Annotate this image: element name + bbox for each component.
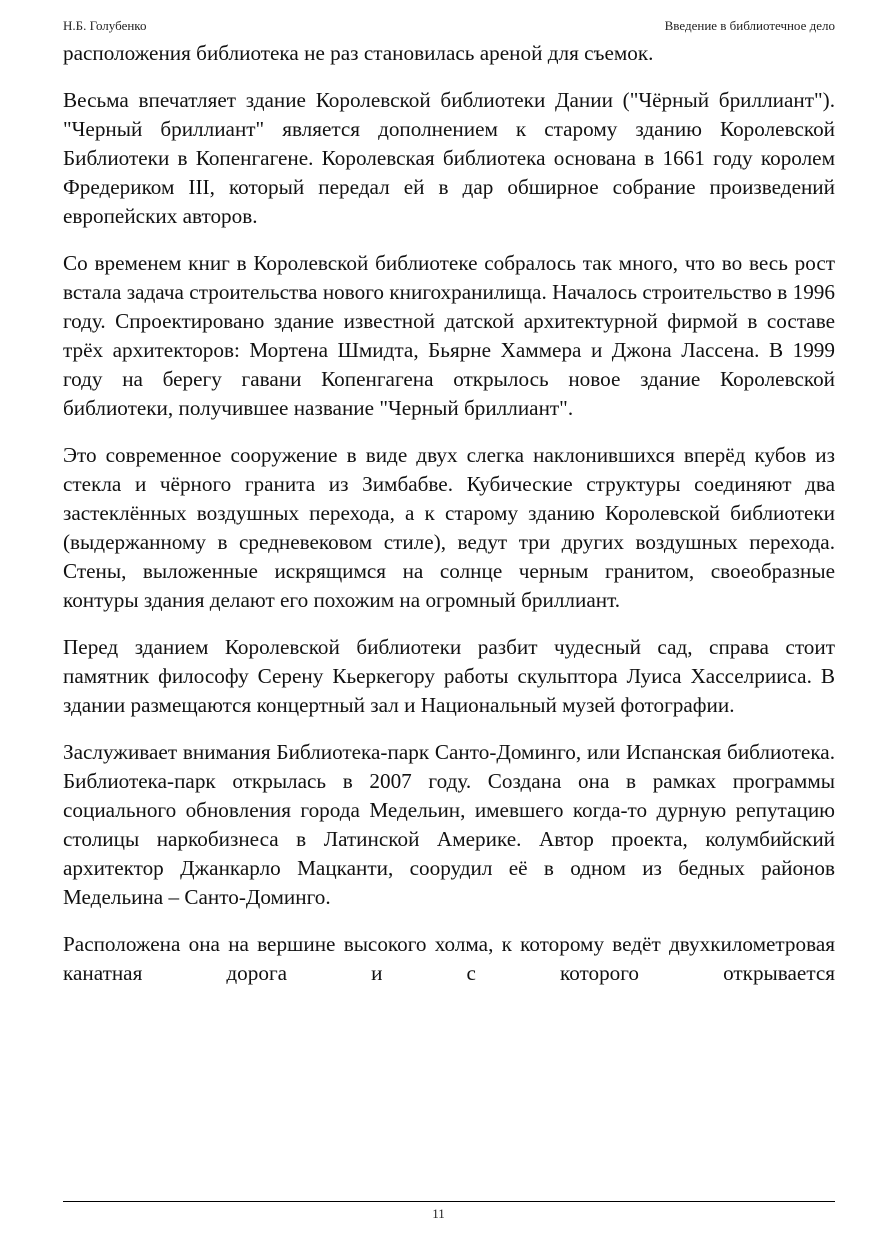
- paragraph-continuation: расположения библиотека не раз становилась ареной для съемок.: [63, 41, 654, 65]
- header-book-title: Введение в библиотечное дело: [664, 18, 835, 33]
- footer-divider: [63, 1201, 835, 1202]
- paragraph: Заслуживает внимания Библиотека-парк Санто-Доминго, или Испанская библиотека. Библиотека-парк открылась в 2007 году. Создана она в рамках программы социального обновления города Медельин, имевшего когда-то дурную репутацию столицы наркобизнеса в Латинской Америке. Автор проекта, колумбийский архитектор Джанкарло Мацканти, соорудил её в одном из бедных районов Медельина – Санто-Доминго.: [63, 740, 835, 909]
- running-header: [63, 17, 835, 35]
- paragraph: Со временем книг в Королевской библиотеке собралось так много, что во весь рост встала задача строительства нового книгохранилища. Началось строительство в 1996 году. Спроектировано здание известной датской архитектурной фирмой в составе трёх архитекторов: Мортена Шмидта, Бьярне Хаммера и Джона Лассена. В 1999 году на берегу гавани Копенгагена открылось новое здание Королевской библиотеки, получившее название "Черный бриллиант".: [63, 251, 835, 420]
- paragraph: Перед зданием Королевской библиотеки разбит чудесный сад, справа стоит памятник философу Серену Кьеркегору работы скульптора Луиса Хасселрииса. В здании размещаются концертный зал и Национальный музей фотографии.: [63, 635, 835, 717]
- page-number: 11: [432, 1206, 445, 1221]
- body-text: [63, 39, 835, 988]
- paragraph: Весьма впечатляет здание Королевской библиотеки Дании ("Чёрный бриллиант"). "Черный бриллиант" является дополнением к старому зданию Королевской Библиотеки в Копенгагене. Королевская библиотека основана в 1661 году королем Фредериком III, который передал ей в дар обширное собрание произведений европейских авторов.: [63, 88, 835, 228]
- paragraph-continues: Расположена она на вершине высокого холма, к которому ведёт двухкилометровая канатная дорога и с которого открывается: [63, 932, 835, 985]
- paragraph: Это современное сооружение в виде двух слегка наклонившихся вперёд кубов из стекла и чёрного гранита из Зимбабве. Кубические структуры соединяют два застеклённых воздушных перехода, а к старому зданию Королевской библиотеки (выдержанному в средневековом стиле), ведут три других воздушных перехода. Стены, выложенные искрящимся на солнце черным гранитом, своеобразные контуры здания делают его похожим на огромный бриллиант.: [63, 443, 835, 612]
- header-author: Н.Б. Голубенко: [63, 18, 147, 33]
